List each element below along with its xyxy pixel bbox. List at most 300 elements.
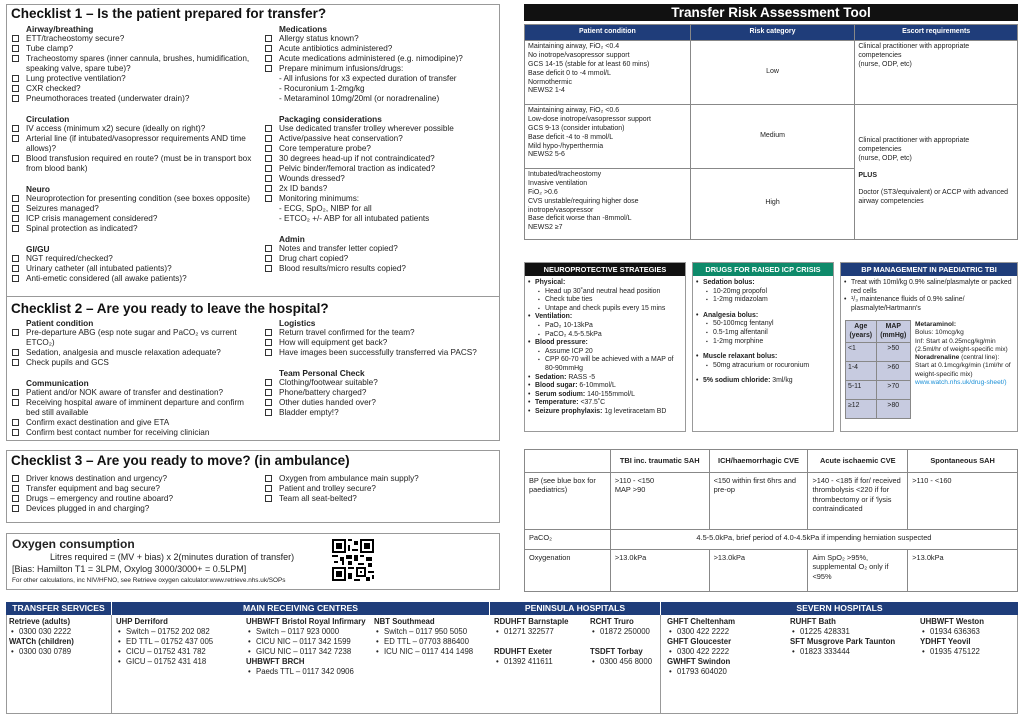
main-centres-col-3 (374, 617, 489, 657)
checklist-item-label: Devices plugged in and charging? (26, 504, 150, 513)
checklist-item-label: Oxygen from ambulance main supply? (279, 474, 419, 483)
checklist-item[interactable] (261, 154, 499, 164)
bp-ich: <150 within first 6hrs and pre-op (709, 473, 808, 530)
bullet-value: RASS -5 (566, 373, 596, 381)
hospital-name: YDHFT Yeovil (920, 637, 971, 646)
bullet-label: Sedation: (535, 373, 567, 381)
condition-line: NEWS2 ≥7 (528, 224, 563, 232)
bullet (525, 374, 685, 383)
checklist-item[interactable] (8, 224, 258, 234)
hospital-name: UHBWFT Bristol Royal Infirmary (246, 617, 366, 626)
condition-header-tbi: TBI inc. traumatic SAH (610, 450, 709, 473)
phone-number[interactable]: • 0300 422 2222 (667, 627, 782, 637)
checklist-item[interactable] (8, 204, 258, 214)
sub-bullet: ▪ PaO₂ 10-13kPa (525, 322, 685, 331)
phone-number[interactable]: • GICU NIC – 0117 342 7238 (246, 647, 371, 657)
checklist-item[interactable] (8, 34, 258, 44)
map-table-cell: >60 (876, 362, 910, 381)
metaraminol-label: Metaraminol: (915, 321, 957, 328)
section-heading: Medications (279, 24, 327, 34)
sub-bullet: ▪ Head up 30˚and neutral head position (525, 288, 685, 297)
checkbox[interactable] (265, 475, 272, 482)
checkbox[interactable] (12, 205, 19, 212)
checkbox[interactable] (265, 255, 272, 262)
checklist-item-label: Patient and trolley secure? (279, 484, 376, 493)
checkbox[interactable] (12, 255, 19, 262)
bp-label: BP (see blue box for paediatrics) (525, 473, 611, 530)
checkbox[interactable] (12, 429, 19, 436)
noradrenaline-suffix: (central line): (959, 354, 1000, 362)
risk-header-category: Risk category (690, 25, 855, 41)
checklist-item[interactable] (8, 44, 258, 54)
checklist-item[interactable] (261, 378, 499, 388)
section-heading: Packaging considerations (279, 114, 382, 124)
sub-item: - Rocuronium 1-2mg/kg (279, 84, 365, 93)
checklist-item[interactable] (8, 274, 258, 284)
section-heading: GI/GU (26, 244, 50, 254)
checklist-item[interactable] (8, 214, 258, 224)
checkbox[interactable] (265, 409, 272, 416)
checklist-item[interactable] (261, 164, 499, 174)
phone-number[interactable]: • Switch – 0117 923 0000 (246, 627, 371, 637)
checkbox[interactable] (265, 349, 272, 356)
checkbox[interactable] (12, 125, 19, 132)
noradrenaline-dose: Start at 0.1mcg/kg/min (1ml/hr of weight-specific mix) (915, 362, 1011, 378)
checklist-item-label: How will equipment get back? (279, 338, 388, 347)
hospital-name: RUHFT Bath (790, 617, 836, 626)
checkbox[interactable] (12, 225, 19, 232)
bullet-label: Seizure prophylaxis: (535, 407, 603, 415)
bullet: • Analgesia bolus: (693, 312, 833, 321)
metaraminol-line: Bolus: 10mcg/kg (915, 329, 964, 337)
checklist-3-title: Checklist 3 – Are you ready to move? (in ambulance) (11, 453, 350, 468)
transfer-services-title: TRANSFER SERVICES (6, 602, 111, 615)
checkbox[interactable] (12, 135, 19, 142)
condition-line: Low-dose inotrope/vasopressor support (528, 115, 651, 123)
checkbox[interactable] (265, 35, 272, 42)
hospital-name: RCHT Truro (590, 617, 634, 626)
checklist-divider (6, 296, 500, 297)
checklist-item-label: Pelvic binder/femoral traction as indicated? (279, 164, 436, 173)
condition-line: No inotrope/vasopressor support (528, 51, 630, 59)
bullet (525, 399, 685, 408)
checklist-item-label: Notes and transfer letter copied? (279, 244, 398, 253)
checklist-item-label: Acute antibiotics administered? (279, 44, 393, 53)
bp-sah: >110 - <160 (908, 473, 1018, 530)
bullet-value: <37.5˚C (578, 399, 606, 407)
sub-bullet: ▪ CPP 60-70 will be achieved with a MAP of 80-90mmHg (525, 356, 685, 373)
checkbox[interactable] (12, 195, 19, 202)
condition-line: NEWS2 5-6 (528, 151, 565, 159)
icp-drugs-panel (692, 262, 834, 432)
phone-number[interactable]: • Switch – 01752 202 082 (116, 627, 241, 637)
map-table-row (846, 400, 911, 419)
checkbox[interactable] (265, 495, 272, 502)
phone-number[interactable]: • 01935 475122 (920, 647, 1015, 657)
checklist-1-title: Checklist 1 – Is the patient prepared for transfer? (11, 6, 327, 21)
risk-row-low (525, 40, 1018, 104)
phone-number[interactable]: • 01793 604020 (667, 667, 782, 677)
checklist-item-label: Confirm exact destination and give ETA (26, 418, 170, 427)
checklist-item[interactable] (8, 94, 258, 104)
risk-row-medium (525, 104, 1018, 168)
checklist-item[interactable] (261, 328, 499, 338)
risk-condition-high (525, 168, 691, 239)
sub-bullet: ▪ 50mg atracurium or rocuronium (693, 362, 833, 371)
map-table-cell: <1 (846, 343, 877, 362)
bullet: • Physical: (525, 279, 685, 288)
peninsula-col-2 (590, 617, 660, 667)
noradrenaline-line (915, 354, 1017, 362)
checkbox[interactable] (265, 185, 272, 192)
severn-col-1 (667, 617, 782, 677)
checklist-item[interactable] (8, 358, 258, 368)
bullet-label: Blood sugar: (535, 382, 578, 390)
checkbox[interactable] (12, 505, 19, 512)
oxygen-note: For other calculations, inc NIV/HFNO, see Retrieve oxygen calculator:www.retrieve.nhs.uk/SOPs (12, 577, 286, 584)
checklist-item-label: Blood transfusion required en route? (must be in transport box from blood bank) (26, 154, 252, 173)
checkbox[interactable] (265, 65, 272, 72)
phone-number[interactable]: • 01271 322577 (494, 627, 584, 637)
checkbox[interactable] (265, 339, 272, 346)
checkbox[interactable] (12, 75, 19, 82)
oxygenation-sah: >13.0kPa (908, 550, 1018, 592)
checklist-item[interactable] (8, 484, 258, 494)
peninsula-col-1 (494, 617, 584, 667)
phone-number[interactable]: • ED TTL – 07703 886400 (374, 637, 489, 647)
checklist-item[interactable] (261, 54, 499, 64)
checklist-item-label: Lung protective ventilation? (26, 74, 126, 83)
phone-number[interactable]: • CICU – 01752 431 782 (116, 647, 241, 657)
checklist-item-label: Phone/battery charged? (279, 388, 367, 397)
map-table-cell: ≥12 (846, 400, 877, 419)
condition-row-bp (525, 473, 1018, 530)
oxygenation-ich: >13.0kPa (709, 550, 808, 592)
checklist-item-label: CXR checked? (26, 84, 81, 93)
checkbox[interactable] (12, 95, 19, 102)
bullet-label: 5% sodium chloride: (703, 377, 771, 385)
phone-number[interactable]: • 0300 030 2222 (9, 627, 109, 637)
checkbox[interactable] (12, 495, 19, 502)
checklist-item[interactable] (261, 174, 499, 184)
checkbox[interactable] (265, 135, 272, 142)
oxygen-bias: [Bias: Hamilton T1 = 3LPM, Oxylog 3000/3000+ = 0.5LPM] (12, 564, 247, 574)
phone-number[interactable]: • 01225 428331 (790, 627, 915, 637)
checklist-item-label: Other duties handed over? (279, 398, 376, 407)
checkbox[interactable] (265, 485, 272, 492)
peninsula-hospitals-title: PENINSULA HOSPITALS (490, 602, 660, 615)
checklist-item[interactable] (261, 264, 499, 274)
escort-line: Clinical practitioner with appropriate (858, 137, 970, 145)
checkbox[interactable] (265, 165, 272, 172)
paediatric-bp-title: BP MANAGEMENT IN PAEDIATRIC TBI (841, 263, 1017, 276)
sub-item: - All infusions for x3 expected duration of transfer (279, 74, 457, 83)
condition-line: Invasive ventilation (528, 179, 588, 187)
bullet: • Blood pressure: (525, 339, 685, 348)
checklist-item[interactable] (261, 388, 499, 398)
section-heading: Patient condition (26, 318, 94, 328)
condition-line: Base deficit worse than -8mmol/L (528, 215, 632, 223)
checklist-item-label: Team all seat-belted? (279, 494, 357, 503)
checklist-item[interactable] (8, 398, 258, 418)
transfer-services-list (9, 617, 109, 657)
section-heading: Neuro (26, 184, 50, 194)
checklist-item[interactable] (8, 84, 258, 94)
escort-line: (nurse, ODP, etc) (858, 155, 912, 162)
bullet-label: Temperature: (535, 399, 579, 407)
map-table-cell: >50 (876, 343, 910, 362)
checklist-item-label: Monitoring minimums: (279, 194, 360, 203)
checklist-item[interactable] (8, 348, 258, 358)
checklist-item-label: Acute medications administered (e.g. nimodipine)? (279, 54, 463, 63)
checkbox[interactable] (12, 155, 19, 162)
checklist-item-label: ICP crisis management considered? (26, 214, 158, 223)
checkbox[interactable] (12, 359, 19, 366)
bullet: • Ventilation: (525, 313, 685, 322)
checklist-item[interactable] (261, 34, 499, 44)
checklist-item[interactable] (261, 134, 499, 144)
condition-line: Mild hypo-/hyperthermia (528, 142, 604, 150)
condition-line: CVS unstable/requiring higher dose (528, 197, 639, 205)
checklist-item-label: Anti-emetic considered (all awake patients)? (26, 274, 187, 283)
bullet: • ¹/₃ maintenance fluids of 0.9% saline/ plasmalyte/Hartmann's (841, 296, 1017, 313)
checklist-item[interactable] (8, 388, 258, 398)
condition-line: Intubated/tracheostomy (528, 170, 602, 178)
checklist-1-right-column (261, 24, 499, 274)
sub-item: - ECG, SpO₂, NIBP for all (279, 204, 372, 213)
checklist-item[interactable] (261, 484, 499, 494)
checklist-2-left-column (8, 318, 258, 438)
condition-row-paco2 (525, 530, 1018, 550)
checklist-item-label: ETT/tracheostomy secure? (26, 34, 125, 43)
checkbox[interactable] (265, 125, 272, 132)
checklist-item[interactable] (8, 54, 258, 74)
checkbox[interactable] (265, 329, 272, 336)
checkbox[interactable] (265, 45, 272, 52)
oxygenation-label: Oxygenation (525, 550, 611, 592)
risk-header-escort: Escort requirements (855, 25, 1018, 41)
checklist-item[interactable] (261, 244, 499, 254)
checklist-2-right-column (261, 318, 499, 418)
checklist-item-label: Spinal protection as indicated? (26, 224, 138, 233)
qr-code-icon[interactable] (330, 537, 376, 583)
checkbox[interactable] (265, 399, 272, 406)
paco2-label: PaCO₂ (525, 530, 611, 550)
phone-number[interactable]: • 0300 030 0789 (9, 647, 109, 657)
phone-number[interactable]: • CICU NIC – 0117 342 1599 (246, 637, 371, 647)
checklist-item[interactable] (8, 134, 258, 154)
severn-hospitals-title: SEVERN HOSPITALS (661, 602, 1018, 615)
checklist-item[interactable] (8, 504, 258, 514)
phone-number[interactable]: • 01823 333444 (790, 647, 915, 657)
checkbox[interactable] (12, 35, 19, 42)
checklist-item[interactable] (8, 428, 258, 438)
checklist-item-label: Active/passive heat conservation? (279, 134, 403, 143)
checklist-item-label: Allergy status known? (279, 34, 359, 43)
icp-drugs-title: DRUGS FOR RAISED ICP CRISIS (693, 263, 833, 276)
condition-line: Base deficit -4 to -8 mmol/L (528, 133, 614, 141)
checklist-item-label: Bladder empty!? (279, 408, 339, 417)
bullet-value: 140-155mmol/L (585, 390, 635, 398)
hospital-name: UHBWFT Weston (920, 617, 984, 626)
checklist-item[interactable] (261, 338, 499, 348)
condition-line: GCS 14-15 (stable for at least 60 mins) (528, 60, 650, 68)
checkbox[interactable] (12, 55, 19, 62)
condition-header-row (525, 450, 1018, 473)
checkbox[interactable] (12, 265, 19, 272)
bullet-value: 1g levetiracetam BD (602, 407, 667, 415)
phone-number[interactable]: • ED TTL – 01752 437 005 (116, 637, 241, 647)
checkbox[interactable] (265, 265, 272, 272)
checkbox[interactable] (265, 155, 272, 162)
checklist-item[interactable] (261, 494, 499, 504)
main-receiving-centres-title: MAIN RECEIVING CENTRES (112, 602, 489, 615)
sub-bullet: ▪ 10-20mg propofol (693, 288, 833, 297)
phone-number[interactable]: • Paeds TTL – 0117 342 0906 (246, 667, 371, 677)
section-heading: Communication (26, 378, 89, 388)
sub-bullet: ▪ Assume ICP 20 (525, 348, 685, 357)
bp-ischaemic: >140 - <185 if for/ received thrombolysis <220 if for thrombectomy or if 'lysis contraindicated (808, 473, 908, 530)
checklist-item[interactable] (261, 144, 499, 154)
hospital-name: NBT Southmead (374, 617, 435, 626)
map-table-cell: >70 (876, 381, 910, 400)
hospital-name: RDUHFT Barnstaple (494, 617, 569, 626)
checklist-item[interactable] (8, 494, 258, 504)
checkbox[interactable] (12, 399, 19, 406)
paco2-value: 4.5-5.0kPa, brief period of 4.0-4.5kPa if impending herniation suspected (610, 530, 1017, 550)
escort-line: (nurse, ODP, etc) (858, 60, 912, 68)
risk-condition-medium (525, 104, 691, 168)
checklist-item[interactable] (261, 124, 499, 134)
hospital-name: RDUHFT Exeter (494, 647, 553, 656)
checkbox[interactable] (12, 485, 19, 492)
checkbox[interactable] (265, 195, 272, 202)
phone-number[interactable]: • 01934 636363 (920, 627, 1015, 637)
checklist-item[interactable] (8, 418, 258, 428)
checkbox[interactable] (12, 329, 19, 336)
escort-line: Clinical practitioner with appropriate (858, 42, 970, 50)
sub-bullet: ▪ PaCO₂ 4.5-5.5kPa (525, 331, 685, 340)
checkbox[interactable] (12, 475, 19, 482)
checklist-item[interactable] (8, 254, 258, 264)
map-table-row (846, 343, 911, 362)
checklist-item-label: Neuroprotection for presenting condition (see boxes opposite) (26, 194, 250, 203)
checklist-item-label: Patient and/or NOK aware of transfer and destination? (26, 388, 224, 397)
checklist-item-label: Clothing/footwear suitable? (279, 378, 378, 387)
risk-table (524, 24, 1018, 240)
main-centres-col-1 (116, 617, 241, 667)
hospital-name: GWHFT Swindon (667, 657, 731, 666)
checklist-item[interactable] (261, 348, 499, 358)
checklist-item[interactable] (8, 328, 258, 348)
checklist-item[interactable] (261, 44, 499, 54)
checkbox[interactable] (265, 145, 272, 152)
risk-header-condition: Patient condition (525, 25, 691, 41)
checklist-item[interactable] (261, 64, 499, 74)
checkbox[interactable] (12, 275, 19, 282)
checklist-item-label: IV access (minimum x2) secure (ideally on right)? (26, 124, 206, 133)
hospital-name: UHP Derriford (116, 617, 168, 626)
checklist-item[interactable] (8, 154, 258, 174)
checklist-item[interactable] (8, 474, 258, 484)
checkbox[interactable] (12, 419, 19, 426)
checkbox[interactable] (12, 215, 19, 222)
checkbox[interactable] (12, 349, 19, 356)
checklist-item[interactable] (8, 74, 258, 84)
checklist-item-label: Transfer equipment and bag secure? (26, 484, 160, 493)
phone-number[interactable]: • 01872 250000 (590, 627, 660, 637)
checklist-item-label: Prepare minimum infusions/drugs: (279, 64, 404, 73)
bullet (525, 382, 685, 391)
checklist-item[interactable] (8, 264, 258, 274)
section-heading: Airway/breathing (26, 24, 94, 34)
oxygenation-ischaemic: Aim SpO₂ >95%, supplemental O₂ only if <95% (808, 550, 908, 592)
checklist-3-right-column (261, 474, 499, 504)
phone-number[interactable]: • 0300 456 8000 (590, 657, 660, 667)
checkbox[interactable] (265, 245, 272, 252)
checkbox[interactable] (12, 389, 19, 396)
phone-number[interactable]: • 0300 422 2222 (667, 647, 782, 657)
map-table-header: Age (years) (846, 321, 877, 343)
checklist-item[interactable] (261, 408, 499, 418)
phone-number[interactable]: • 01392 411611 (494, 657, 584, 667)
checkbox[interactable] (12, 45, 19, 52)
checklist-item-label: Tube clamp? (26, 44, 74, 53)
section-heading: Circulation (26, 114, 70, 124)
checkbox[interactable] (265, 389, 272, 396)
escort-plus: PLUS (858, 171, 877, 179)
checklist-item[interactable] (261, 474, 499, 484)
checklist-item[interactable] (8, 124, 258, 134)
checklist-item-label: Check pupils and GCS (26, 358, 109, 367)
checklist-item-label: NGT required/checked? (26, 254, 113, 263)
hospital-name: SFT Musgrove Park Taunton (790, 637, 896, 646)
checklist-item-label: Driver knows destination and urgency? (26, 474, 168, 483)
neuroprotective-panel (524, 262, 686, 432)
risk-condition-low (525, 40, 691, 104)
checklist-item-label: Core temperature probe? (279, 144, 371, 153)
checklist-1-left-column (8, 24, 258, 284)
paediatric-bp-panel (840, 262, 1018, 432)
phone-number[interactable]: • ICU NIC – 0117 414 1498 (374, 647, 489, 657)
main-centres-col-2 (246, 617, 371, 677)
checkbox[interactable] (265, 379, 272, 386)
checklist-item-label: Pneumothoraces treated (underwater drain)? (26, 94, 190, 103)
checklist-item[interactable] (261, 398, 499, 408)
section-heading: Logistics (279, 318, 316, 328)
checklist-item[interactable] (261, 254, 499, 264)
noradrenaline-label: Noradrenaline (915, 354, 960, 362)
condition-row-oxygenation (525, 550, 1018, 592)
drug-sheet-link[interactable]: www.watch.nhs.uk/drug-sheet/) (915, 379, 1007, 387)
bullet (693, 377, 833, 386)
checklist-item[interactable] (8, 194, 258, 204)
risk-category-medium: Medium (690, 104, 855, 168)
checklist-item[interactable] (261, 194, 499, 204)
sub-bullet: ▪ 1-2mg midazolam (693, 296, 833, 305)
hospital-name: GHFT Cheltenham (667, 617, 736, 626)
oxygen-formula: Litres required = (MV + bias) x 2(minutes duration of transfer) (50, 552, 295, 562)
checkbox[interactable] (12, 85, 19, 92)
checklist-item[interactable] (261, 184, 499, 194)
checkbox[interactable] (265, 175, 272, 182)
checkbox[interactable] (265, 55, 272, 62)
bullet-value: 6-10mmol/L (577, 382, 616, 390)
phone-number[interactable]: • Switch – 0117 950 5050 (374, 627, 489, 637)
phone-number[interactable]: • GICU – 01752 431 418 (116, 657, 241, 667)
condition-line: inotrope/vasopressor (528, 206, 594, 214)
sub-bullet: ▪ Untape and check pupils every 15 mins (525, 305, 685, 314)
